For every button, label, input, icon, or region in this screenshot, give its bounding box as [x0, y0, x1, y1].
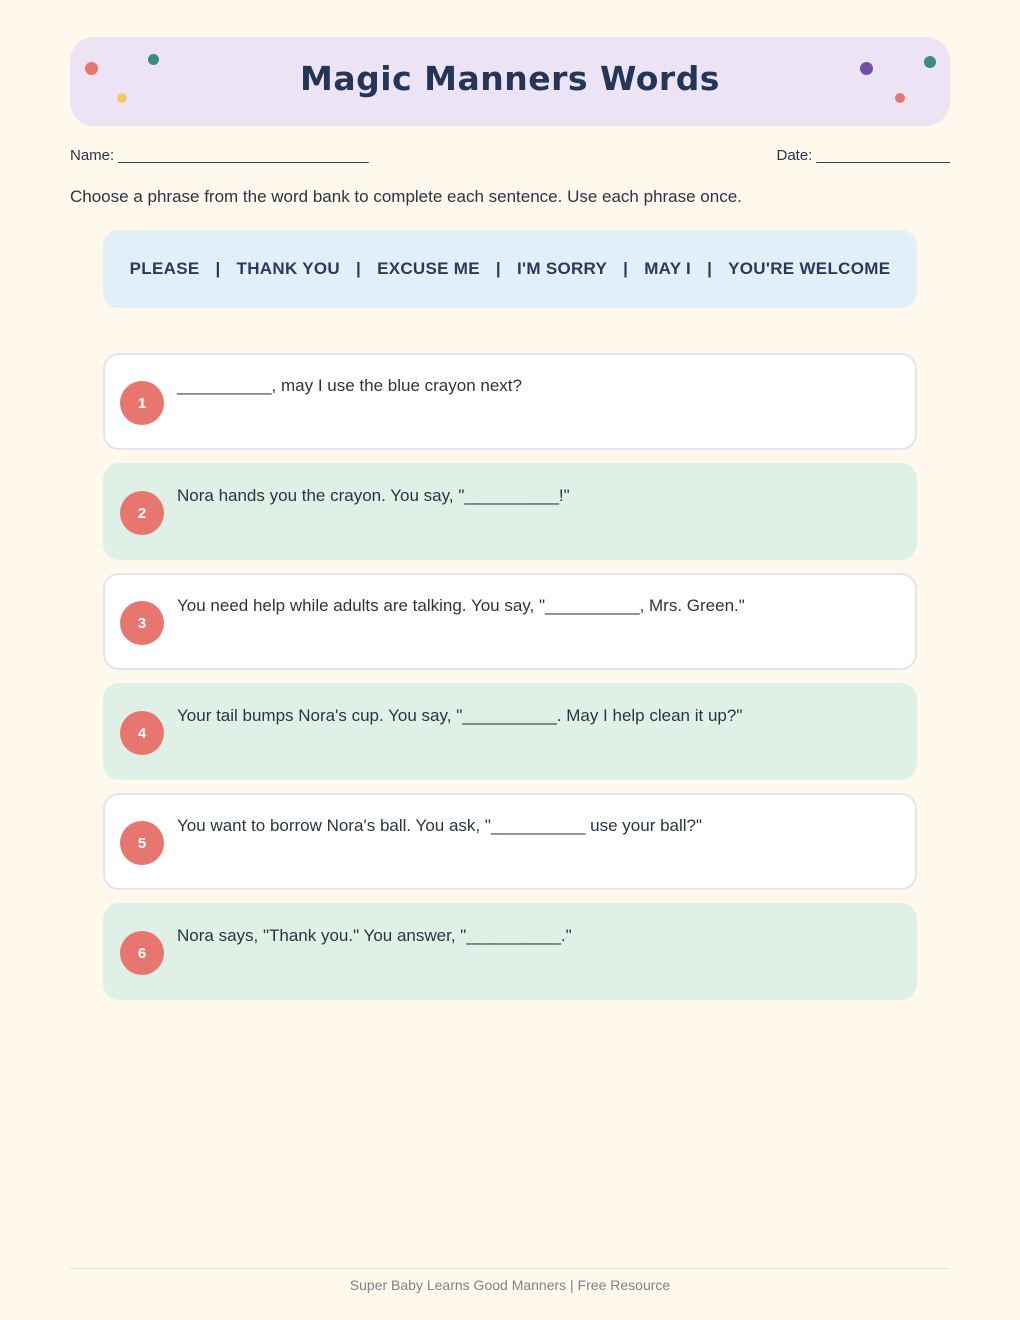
page-title: Magic Manners Words: [300, 59, 720, 98]
word-bank-phrase: MAY I: [644, 259, 692, 278]
question-card: [103, 903, 917, 1000]
word-bank: [103, 230, 917, 308]
name-date-row: [70, 147, 950, 167]
worksheet-header: [70, 37, 950, 126]
question-card: [103, 573, 917, 670]
word-bank-separator: |: [356, 259, 362, 278]
question-card: [103, 463, 917, 560]
footer-text: Super Baby Learns Good Manners | Free Resource: [349, 1277, 671, 1293]
question-text: You want to borrow Nora's ball. You ask, "__________ use your ball?": [177, 816, 703, 835]
word-bank-separator: |: [623, 259, 629, 278]
word-bank-phrase: THANK YOU: [236, 259, 340, 278]
word-bank-phrase: PLEASE: [129, 259, 200, 278]
footer-divider: [70, 1268, 950, 1269]
question-card: [103, 353, 917, 450]
word-bank-separator: |: [495, 259, 501, 278]
question-text: __________, may I use the blue crayon next?: [177, 376, 522, 395]
question-number-badge: 6: [120, 931, 164, 975]
coral-dot-decoration: [895, 93, 905, 103]
question-text: Nora says, "Thank you." You answer, "__________.": [177, 926, 572, 945]
question-card: [103, 683, 917, 780]
word-bank-phrase: EXCUSE ME: [377, 259, 480, 278]
word-bank-phrase: I'M SORRY: [516, 259, 608, 278]
instructions: Choose a phrase from the word bank to complete each sentence. Use each phrase once.: [70, 187, 742, 206]
question-card: [103, 793, 917, 890]
question-text: Your tail bumps Nora's cup. You say, "__________. May I help clean it up?": [177, 706, 743, 725]
date-field[interactable]: Date: ________________: [776, 147, 950, 164]
question-number-badge: 2: [120, 491, 164, 535]
question-number-badge: 5: [120, 821, 164, 865]
question-number-badge: 4: [120, 711, 164, 755]
question-text: Nora hands you the crayon. You say, "__________!": [177, 486, 570, 505]
question-number-badge: 3: [120, 601, 164, 645]
word-bank-separator: |: [707, 259, 713, 278]
word-bank-phrase: YOU'RE WELCOME: [728, 259, 891, 278]
question-number-badge: 1: [120, 381, 164, 425]
word-bank-separator: |: [215, 259, 221, 278]
purple-dot-decoration: [860, 62, 873, 75]
teal-dot-decoration: [924, 56, 936, 68]
question-text: You need help while adults are talking. You say, "__________, Mrs. Green.": [177, 596, 745, 615]
name-field[interactable]: Name: ______________________________: [70, 147, 369, 164]
